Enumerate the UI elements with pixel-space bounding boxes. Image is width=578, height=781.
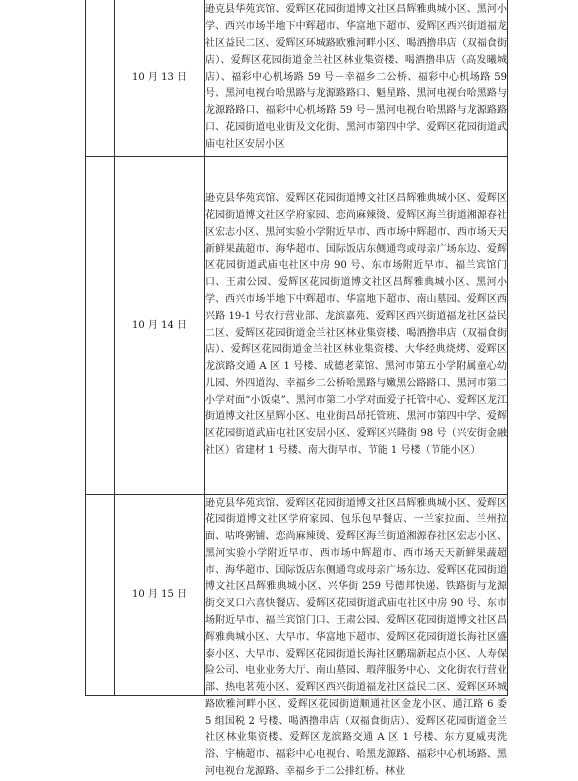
- places-cell: 逊克县华苑宾馆、爱辉区花园街道博文社区昌辉雅典城小区、爱辉区花园街道博文社区学府家园、恋尚麻辣烫、爱辉区海兰街道湘源春社区宏志小区、黑河实验小学附近早市、西市场中辉超市、西市场天天新鲜果蔬超市、海华超市、国际饭店东侧通弯或母亲广场东边、爱辉区花园街道武庙屯社区中房 90 号、东市场附近早市、福兰宾馆门口、王肃公园、爱辉区花园街道博文社区昌辉雅典城小区、黑河小学、西兴市场半地下中辉超市、华富地下超市、南山墓园、爱辉区西兴路 19-1 号农行营业部、龙滨嘉苑、爱辉区西兴街道福龙社区益民二区、爱辉区花园街道金兰社区林业集资楼、喝酒撸串店（双福食街店）、爱辉区花园街道金兰社区林业集资楼、大华经典烧烤、爱辉区龙滨路交通 A 区 1 号楼、成德老菜馆、黑河市第五小学附属童心幼儿园、外四道沟、幸福乡二公桥哈黑路与嫩黑公路路口、黑河市第二小学对面“小饭桌”、黑河市第二小学对面爱子托管中心、爱辉区龙江街道博文社区星辉小区、电业街昌昂托管班、黑河市第四中学、爱辉区花园街道武庙屯社区安居小区、爱辉区兴隆街 98 号（兴安街金融社区）省建材 1 号楼、南大街早市、节能 1 号楼（节能小区）: [205, 157, 508, 495]
- lead-cell: [86, 0, 115, 157]
- schedule-table: [85, 0, 508, 777]
- table-row: [86, 495, 508, 696]
- places-text: 逊克县华苑宾馆、爱辉区花园街道博文社区昌辉雅典城小区、爱辉区花园街道博文社区学府家园、包乐包早餐店、一兰家拉面、兰州拉面、咕咚粥铺、恋尚麻辣烫、爱辉区海兰街道湘源春社区宏志小区、黑河实验小学附近早市、西市场中辉超市、西市场天天新鲜果蔬超市、海华超市、国际饭店东侧通弯或母亲广场东边、爱辉区花园街道博文社区昌辉雅典城小区、兴华街 259 号德邦快递、铁路街与龙源街交叉口六喜快餐店、爱辉区花园街道武庙屯社区中房 90 号、东市场附近早市、福兰宾馆门口、王肃公园、爱辉区花园街道博文社区昌辉雅典城小区、大早市、华富地下超市、爱辉区花园街道长海社区盛泰小区、大早市、爱辉区花园街道长海社区鹏瑞新起点小区、人寿保险公司、电业业务大厅、南山墓园、瑕萍服务中心、文化街农行营业部、热电茗苑小区、爱辉区西兴街道福龙社区益民二区、爱辉区环城路欧雅河畔小区、爱辉区花园街道顺通社区金龙小区、通江路 6 委 5 组国税 2 号楼、喝酒撸串店（双福食街店）、爱辉区花园街道金兰社区林业集资楼、爱辉区龙滨路交通 A 区 1 号楼、东方夏威夷洗浴、宇楠超市、福彩中心电视台、哈黑龙源路、福彩中心机场路、黑河电视台龙源路、幸福乡于二公排红桥、林业: [205, 497, 507, 777]
- date-cell: 10 月 13 日: [115, 0, 205, 157]
- date-cell: 10 月 15 日: [115, 495, 205, 696]
- lead-cell: [86, 495, 115, 696]
- lead-cell: [86, 157, 115, 495]
- places-cell: 逊克县华苑宾馆、爱辉区花园街道博文社区昌辉雅典城小区、黑河小学、西兴市场半地下中辉超市、华富地下超市、爱辉区西兴街道福龙社区益民二区、爱辉区环城路欧雅河畔小区、喝酒撸串店（双福食街店）、爱辉区花园街道金兰社区林业集资楼、喝酒撸串店（高发曦城店）、福彩中心机场路 59 号－幸福乡二公桥、福彩中心机场路 59 号、黑河电视台哈黑路与龙源路路口、魁星路、黑河电视台哈黑路与龙源路路口、福彩中心机场路 59 号－黑河电视台哈黑路与龙源路路口、花园街道电业街及文化街、黑河市第四中学、爱辉区花园街道武庙屯社区安居小区: [205, 0, 508, 157]
- table-row: [86, 0, 508, 157]
- date-cell: 10 月 14 日: [115, 157, 205, 495]
- places-cell: [205, 495, 508, 777]
- table-row: [86, 157, 508, 495]
